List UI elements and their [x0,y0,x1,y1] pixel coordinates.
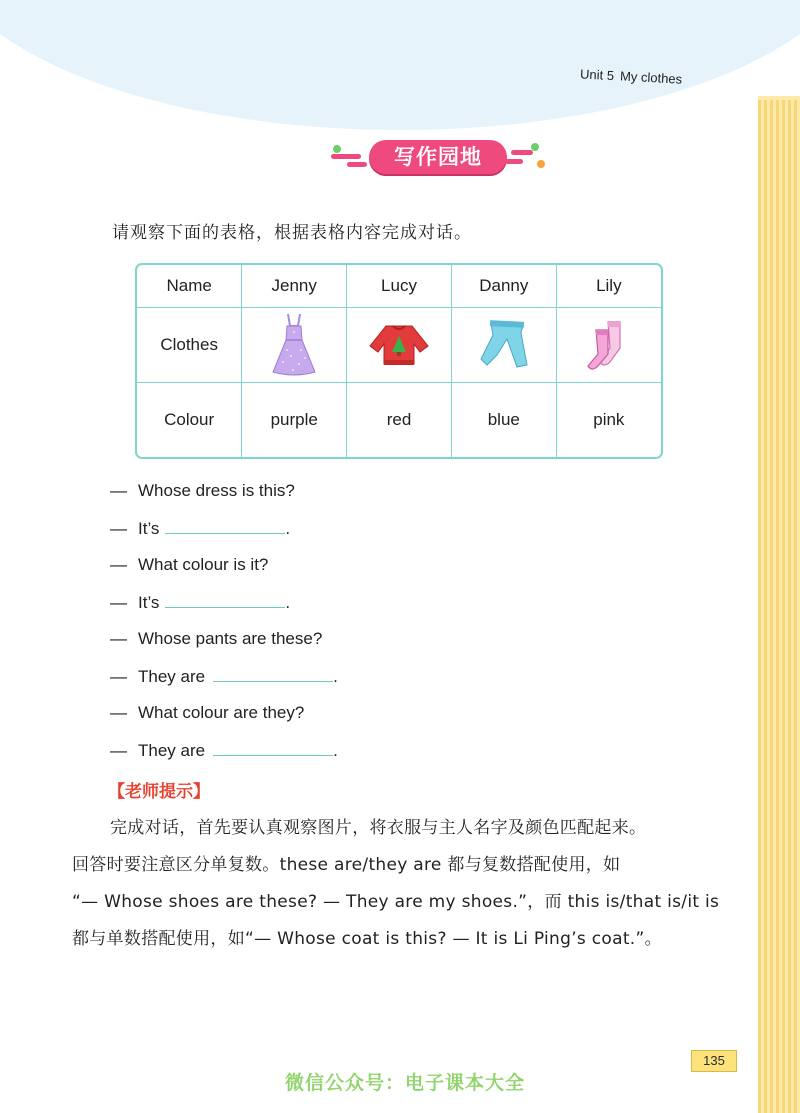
colour-cell: blue [451,383,556,458]
dash: — [110,703,127,722]
answer-blank[interactable] [213,663,333,682]
clothes-cell [242,308,347,383]
sweater-icon [366,322,432,368]
dialogue-line [110,663,338,700]
dialogue [110,478,338,774]
name-cell: Jenny [242,265,347,308]
answer-blank[interactable] [165,515,285,534]
period: . [285,519,291,538]
row-label-colour: Colour [137,383,242,458]
section-banner [331,140,541,174]
orange-dot-icon [537,160,545,168]
dialogue-text: They are [138,667,206,686]
period: . [333,741,338,760]
dialogue-line [110,700,338,737]
row-label-name: Name [137,265,242,308]
dialogue-line [110,737,338,774]
dialogue-text: What colour is it? [138,555,269,574]
dialogue-text: They are [138,741,206,760]
dialogue-text: It’s [138,519,160,538]
tip-line: 完成对话，首先要认真观察图片，将衣服与主人名字及颜色匹配起来。 [110,818,647,838]
dialogue-line [110,626,338,663]
name-cell: Lily [556,265,661,308]
green-dot-icon [531,143,539,151]
dialogue-line [110,478,338,515]
dialogue-line [110,515,338,552]
name-cell: Lucy [347,265,452,308]
name-cell: Danny [451,265,556,308]
banner-line-left-2 [347,162,367,167]
dialogue-text: It’s [138,593,160,612]
clothes-cell [451,308,556,383]
tip-line: 都与单数搭配使用，如“— Whose coat is this? — It is Li Ping’s coat.”。 [72,929,662,949]
table-row-clothes [137,308,661,383]
dash: — [110,481,127,500]
instruction: 请观察下面的表格，根据表格内容完成对话。 [112,223,472,243]
dialogue-text: What colour are they? [138,703,305,722]
unit-header [580,66,689,87]
dash: — [110,667,127,686]
colour-cell: red [347,383,452,458]
row-label-clothes: Clothes [137,308,242,383]
socks-icon [586,318,632,372]
dialogue-line [110,552,338,589]
tip-line: “— Whose shoes are these? — They are my shoes.”，而 this is/that is/it is [72,892,720,912]
banner-line-right-2 [505,159,523,164]
pants-icon [477,319,531,371]
table-row-colours [137,383,661,458]
dress-icon [269,312,319,378]
page-number: 135 [691,1050,737,1072]
green-dot-icon [333,145,341,153]
clothes-cell [347,308,452,383]
dash: — [110,629,127,648]
answer-blank[interactable] [165,589,285,608]
dash: — [110,593,127,612]
dialogue-line [110,589,338,626]
answer-blank[interactable] [213,737,333,756]
section-title: 写作园地 [394,145,482,169]
colour-cell: pink [556,383,661,458]
tip-line: 回答时要注意区分单复数。these are/they are 都与复数搭配使用，如 [72,855,621,875]
unit-title: My clothes [619,68,683,87]
dash: — [110,741,127,760]
page-edge-stack [758,100,800,1113]
table-row-names [137,265,661,308]
banner-line-right [511,150,533,155]
unit-number: Unit 5 [579,66,615,84]
period: . [333,667,338,686]
dialogue-text: Whose pants are these? [138,629,323,648]
tip-title: 【老师提示】 [108,782,210,802]
colour-cell: purple [242,383,347,458]
dash: — [110,555,127,574]
period: . [285,593,291,612]
banner-line-left [331,154,361,159]
clothes-table [135,263,663,459]
dialogue-text: Whose dress is this? [138,481,295,500]
dash: — [110,519,127,538]
watermark: 微信公众号：电子课本大全 [285,1072,526,1094]
clothes-cell [556,308,661,383]
tip-body [72,810,732,958]
